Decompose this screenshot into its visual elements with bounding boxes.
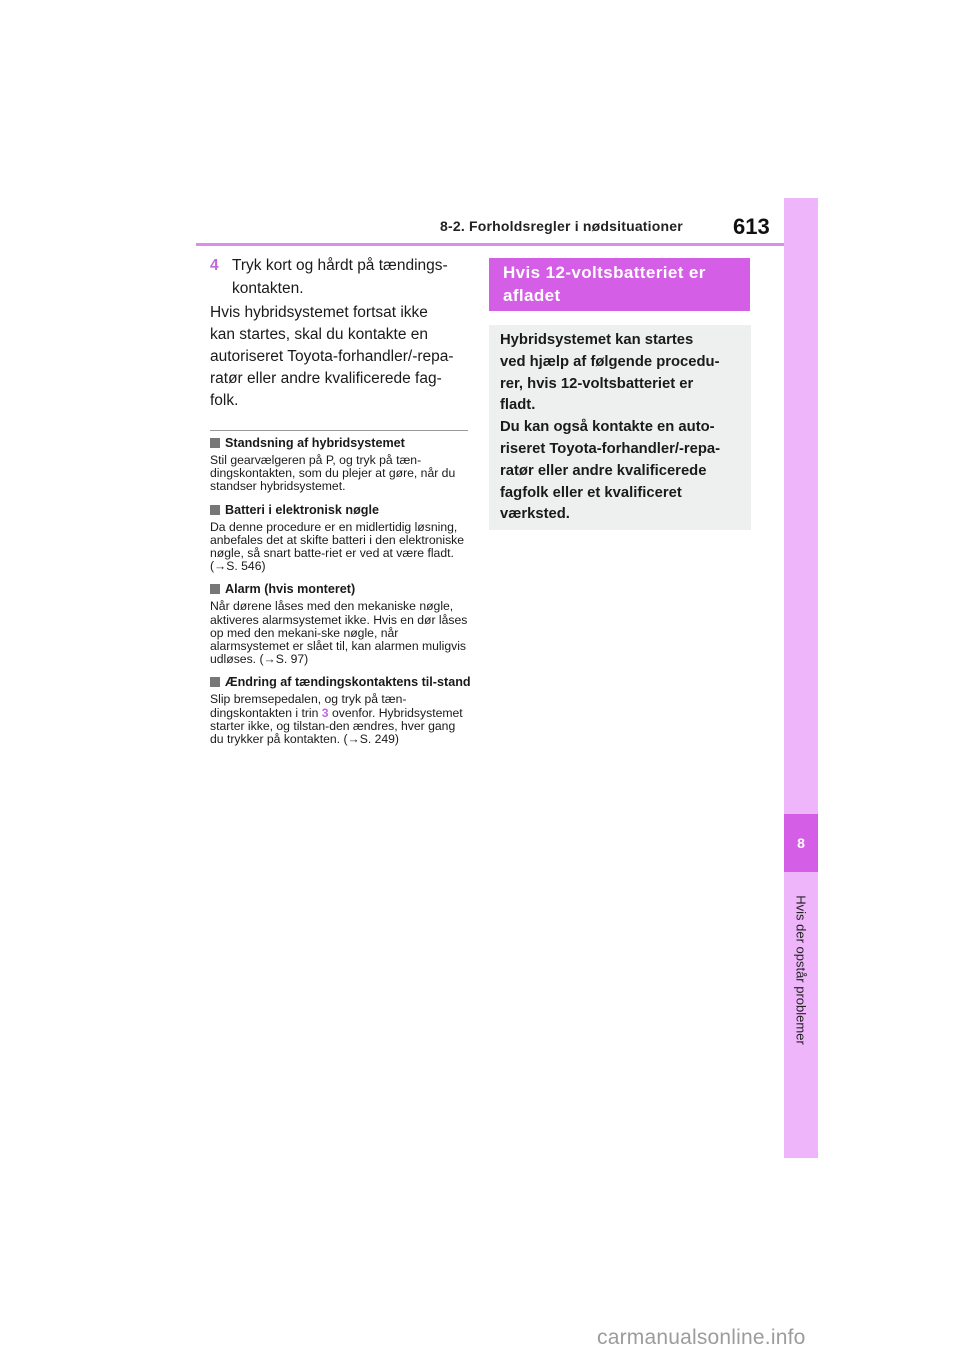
chapter-title: Hvis der opstår problemer	[793, 895, 809, 1045]
box-line: rer, hvis 12-voltsbatteriet er	[500, 375, 694, 392]
box-line: ved hjælp af følgende procedu-	[500, 353, 720, 370]
step-4	[210, 254, 470, 300]
note-body: Da denne procedure er en midlertidig løsning, anbefales det at skifte batteri i den elektroniske nøgle, så snart batte-riet er ved at være fladt. (→S. 546)	[210, 519, 465, 574]
box-line: ratør eller andre kvalificerede	[500, 462, 707, 479]
box-line: værksted.	[500, 506, 570, 523]
box-body-text	[500, 330, 745, 526]
notes-list	[210, 436, 472, 755]
note-standsning	[210, 436, 472, 494]
step-note-line: autoriseret Toyota-forhandler/-repa-	[210, 348, 454, 365]
chapter-number: 8	[797, 835, 805, 851]
note-alarm	[210, 582, 472, 666]
step-number: 4	[210, 257, 219, 274]
square-bullet-icon	[210, 505, 220, 515]
square-bullet-icon	[210, 584, 220, 594]
step-text: Tryk kort og hårdt på tændings-kontakten.	[232, 257, 448, 297]
note-body-text: ovenfor. Hybridsystemet starter ikke, og tilstan-den ændres, hver gang du trykker på kontakten. (→S. 249)	[210, 705, 463, 747]
section-divider	[210, 430, 468, 431]
note-heading-text: Ændring af tændingskontaktens til-stand	[225, 675, 471, 690]
step-note-line: Hvis hybridsystemet fortsat ikke	[210, 304, 428, 321]
square-bullet-icon	[210, 438, 220, 448]
section-title: 8-2. Forholdsregler i nødsituationer	[440, 218, 683, 234]
note-heading-text: Standsning af hybridsystemet	[225, 436, 405, 450]
note-heading	[210, 503, 472, 517]
note-body: Stil gearvælgeren på P, og tryk på tæn-dingskontakten, som du plejer at gøre, når du standser hybridsystemet.	[210, 453, 456, 494]
note-aendring	[210, 675, 472, 746]
box-line: Du kan også kontakte en auto-	[500, 419, 715, 436]
note-heading-text: Alarm (hvis monteret)	[225, 582, 356, 597]
note-body	[210, 693, 472, 746]
box-header	[489, 258, 750, 311]
box-title: Hvis 12-voltsbatteriet er afladet	[503, 263, 706, 305]
box-line: fagfolk eller et kvalificeret	[500, 484, 682, 501]
box-line: Hybridsystemet kan startes	[500, 332, 694, 348]
note-heading	[210, 675, 472, 689]
page-number: 613	[733, 214, 770, 239]
step-note-line: folk.	[210, 392, 239, 409]
step-note-line: ratør eller andre kvalificerede fag-	[210, 370, 442, 387]
square-bullet-icon	[210, 677, 220, 687]
box-line: fladt.	[500, 397, 536, 414]
note-heading	[210, 582, 472, 596]
box-line: riseret Toyota-forhandler/-repa-	[500, 440, 721, 457]
step-reference: 3	[321, 705, 329, 720]
note-body: Når dørene låses med den mekaniske nøgle, aktiveres alarmsystemet ikke. Hvis en dør låses op med den mekani-ske nøgle, når alarmsystemet er slået til, kan alarmen muligvis udløses. (→S. 97)	[210, 599, 468, 667]
watermark: carmanualsonline.info	[597, 1326, 806, 1349]
note-body-text: Slip bremsepedalen, og tryk på tæn-dingskontakten i trin	[210, 692, 407, 720]
step-note-line: kan startes, skal du kontakte en	[210, 326, 428, 343]
box-body	[489, 325, 751, 530]
header-rule	[196, 243, 784, 246]
chapter-number-box	[784, 814, 818, 872]
note-heading-text: Batteri i elektronisk nøgle	[225, 502, 379, 517]
step-note	[210, 302, 472, 412]
note-heading	[210, 436, 472, 450]
note-batteri	[210, 503, 472, 574]
